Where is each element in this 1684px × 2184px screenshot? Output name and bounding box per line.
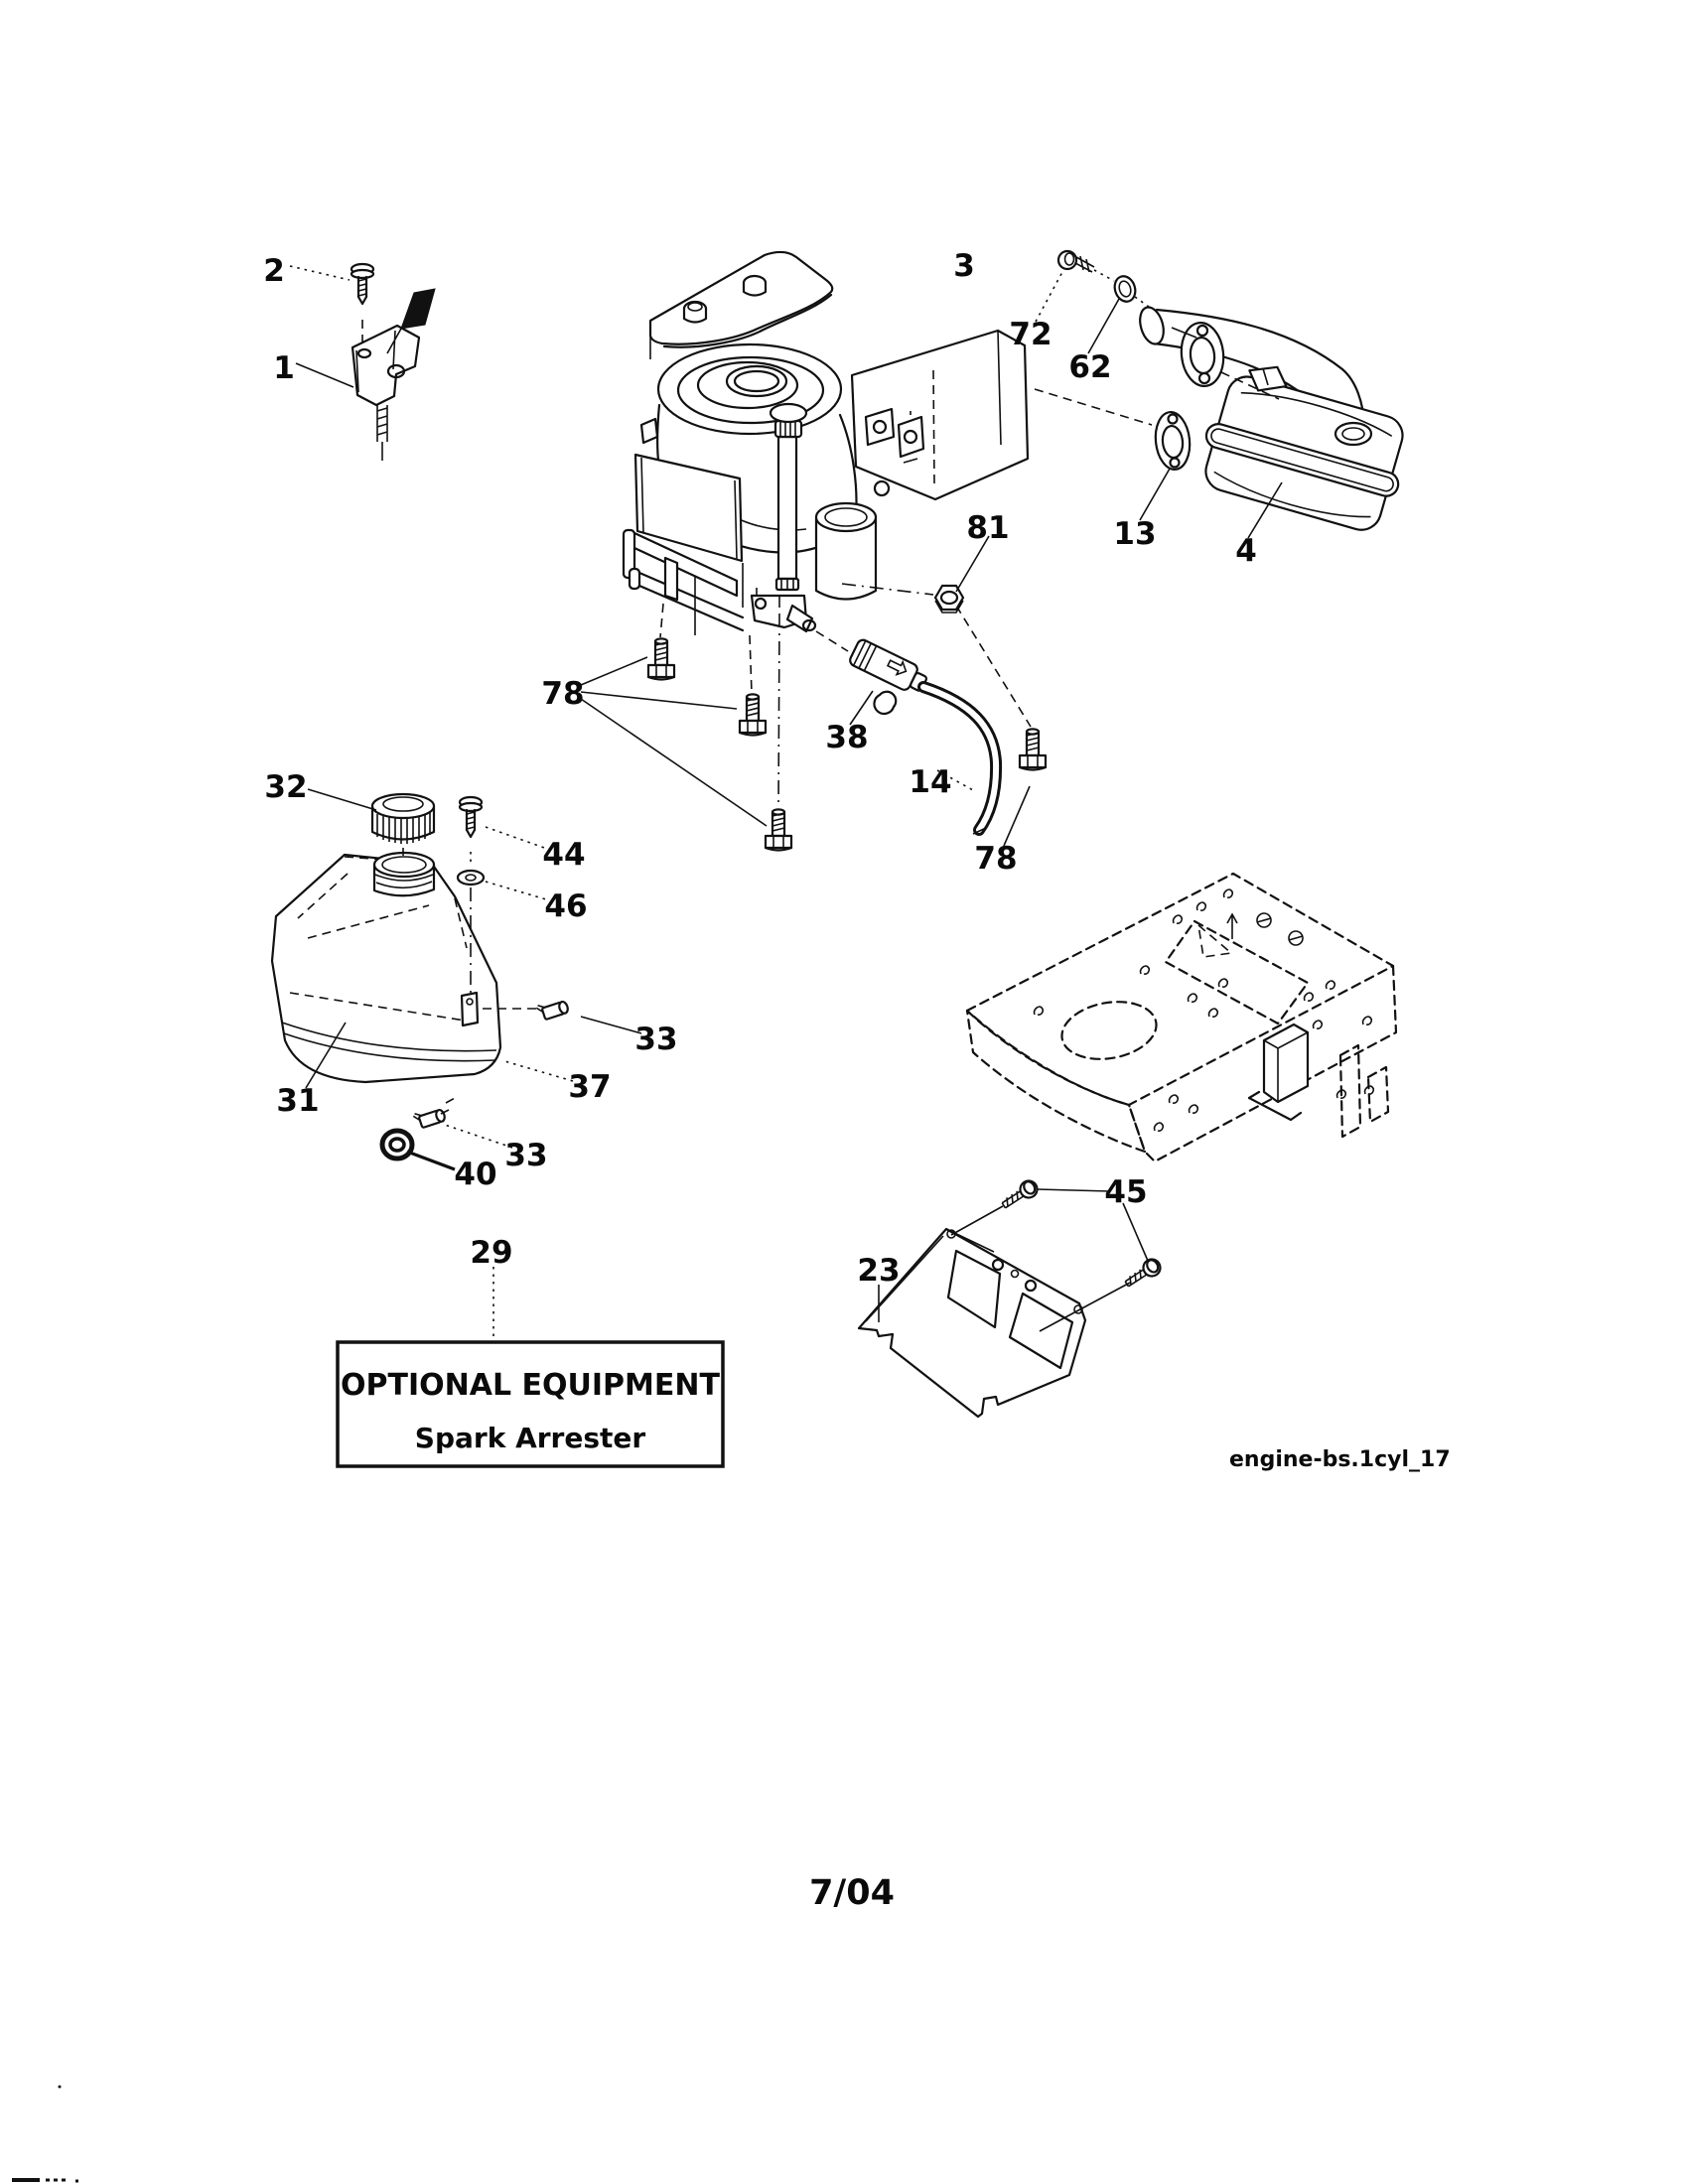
engine [624, 252, 1028, 635]
hose-clamp [874, 692, 896, 714]
callout-3: 3 [953, 248, 975, 284]
chassis-frame-phantom [967, 874, 1396, 1161]
note-box-subtitle: Spark Arrester [414, 1422, 646, 1454]
callout-78-right: 78 [974, 841, 1018, 877]
callout-14: 14 [909, 764, 952, 800]
scan-artifact-mark [12, 2086, 78, 2182]
throttle-control-assembly [351, 264, 435, 461]
callout-29: 29 [470, 1235, 513, 1271]
callout-45: 45 [1104, 1174, 1148, 1210]
callout-4: 4 [1235, 533, 1257, 569]
note-box-title: OPTIONAL EQUIPMENT [341, 1368, 720, 1403]
callout-2: 2 [263, 253, 285, 289]
callout-13: 13 [1113, 516, 1157, 552]
callout-37: 37 [568, 1069, 612, 1105]
callout-33-upper: 33 [634, 1022, 678, 1057]
fuel-line [923, 687, 996, 830]
callout-40: 40 [454, 1157, 497, 1192]
callout-81: 81 [966, 510, 1010, 546]
callout-31: 31 [276, 1083, 320, 1119]
callout-78-left: 78 [541, 676, 585, 712]
page-date-label: 7/04 [809, 1873, 895, 1913]
diagram-code-label: engine-bs.1cyl_17 [1229, 1447, 1451, 1472]
callout-32: 32 [264, 769, 308, 805]
callout-44: 44 [542, 837, 586, 873]
support-bracket-assembly [859, 1177, 1164, 1417]
callout-72: 72 [1009, 317, 1052, 352]
callout-46: 46 [544, 888, 588, 924]
muffler-assembly [1035, 251, 1421, 537]
optional-equipment-note [338, 1342, 723, 1466]
callout-62: 62 [1068, 349, 1112, 385]
callout-38: 38 [825, 720, 869, 755]
callout-33-lower: 33 [504, 1138, 548, 1173]
engine-mounting-hardware [648, 584, 1046, 851]
callout-23: 23 [857, 1253, 901, 1289]
callout-1: 1 [273, 350, 295, 386]
